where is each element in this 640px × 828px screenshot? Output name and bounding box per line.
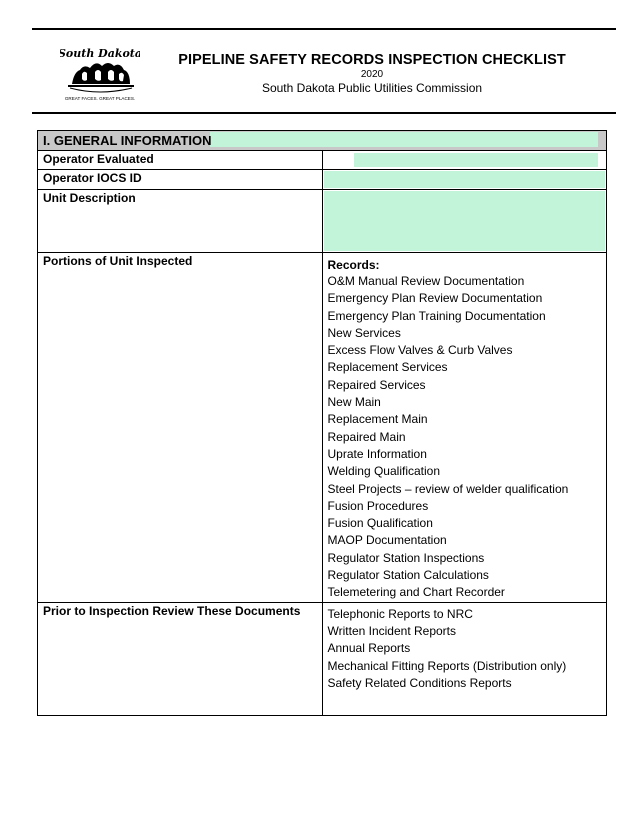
section-header-row (38, 131, 607, 151)
operator-evaluated-row (38, 151, 607, 170)
section-header-cell (38, 131, 607, 151)
records-list (323, 253, 607, 602)
operator-iocs-id-cell (322, 170, 607, 190)
prior-to-inspection-row (38, 602, 607, 715)
logo-tagline: GREAT FACES. GREAT PLACES. (64, 96, 136, 101)
list-item: New Main (327, 395, 381, 410)
records-heading: Records: (327, 258, 380, 272)
prior-documents-list (323, 603, 607, 715)
unit-description-label: Unit Description (38, 190, 323, 253)
prior-to-inspection-label: Prior to Inspection Review These Documents (38, 602, 323, 715)
unit-description-row (38, 190, 607, 253)
section-title: I. GENERAL INFORMATION (43, 133, 212, 148)
operator-iocs-id-row (38, 170, 607, 190)
list-item: Annual Reports (327, 641, 411, 656)
list-item: Welding Qualification (327, 464, 441, 479)
operator-evaluated-cell (322, 151, 607, 170)
operator-iocs-id-label: Operator IOCS ID (38, 170, 323, 190)
list-item: Repaired Services (327, 377, 426, 392)
list-item: Replacement Services (327, 360, 448, 375)
general-information-table (37, 130, 607, 716)
list-item: Steel Projects – review of welder qualification (327, 481, 569, 496)
organization-name: South Dakota Public Utilities Commission (261, 81, 483, 95)
list-item: Emergency Plan Review Documentation (327, 291, 543, 306)
list-item: Uprate Information (327, 446, 427, 461)
list-item: New Services (327, 325, 401, 340)
list-item: Regulator Station Calculations (327, 568, 489, 583)
list-item: Repaired Main (327, 429, 406, 444)
list-item: Regulator Station Inspections (327, 550, 485, 565)
list-item: Telephonic Reports to NRC (327, 606, 473, 621)
operator-evaluated-input[interactable] (354, 153, 599, 167)
list-item: Fusion Qualification (327, 516, 433, 531)
top-rule (32, 28, 616, 30)
portions-label: Portions of Unit Inspected (38, 253, 323, 603)
list-item: MAOP Documentation (327, 533, 447, 548)
unit-description-cell (322, 190, 607, 253)
bottom-rule (32, 112, 616, 114)
list-item: Excess Flow Valves & Curb Valves (327, 343, 513, 358)
operator-evaluated-label: Operator Evaluated (38, 151, 323, 170)
list-item: Emergency Plan Training Documentation (327, 308, 546, 323)
list-item: Written Incident Reports (327, 623, 457, 638)
unit-description-input[interactable] (324, 191, 606, 251)
document-header (150, 52, 594, 95)
list-item: Fusion Procedures (327, 498, 429, 513)
list-item: Safety Related Conditions Reports (327, 675, 512, 690)
list-item: O&M Manual Review Documentation (327, 274, 525, 288)
portions-row (38, 253, 607, 603)
document-year: 2020 (360, 69, 384, 80)
list-item: Replacement Main (327, 412, 428, 427)
list-item: Telemetering and Chart Recorder (327, 585, 505, 600)
south-dakota-logo (60, 44, 140, 102)
list-item: Mechanical Fitting Reports (Distribution only) (327, 658, 567, 673)
prior-to-inspection-cell (322, 602, 607, 715)
portions-cell (322, 253, 607, 603)
operator-iocs-id-input[interactable] (324, 171, 606, 188)
document-title: PIPELINE SAFETY RECORDS INSPECTION CHECKLIST (178, 52, 566, 68)
logo-wordmark: South Dakota (60, 47, 140, 60)
